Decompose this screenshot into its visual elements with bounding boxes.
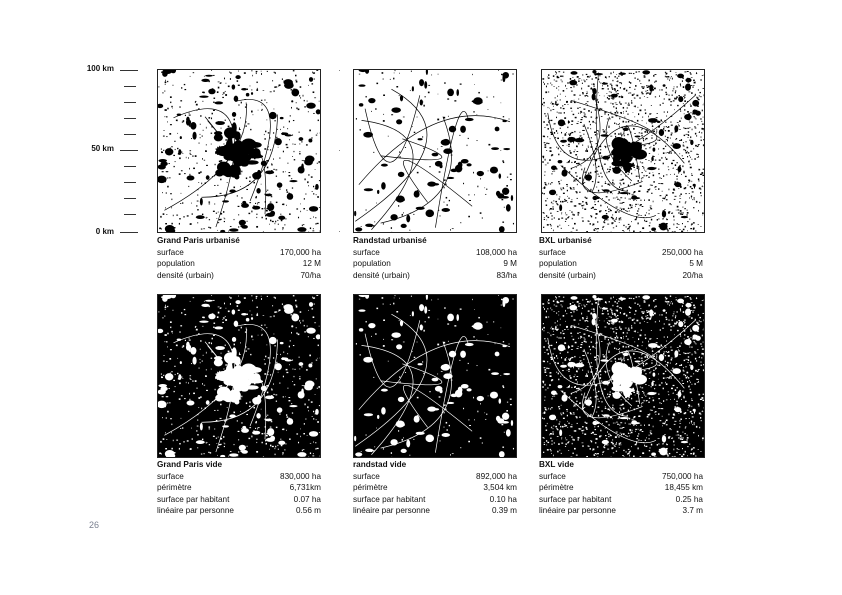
stat-value: 750,000 ha (662, 471, 703, 481)
stat-value: 3.7 m (682, 506, 703, 515)
stat-label: population (539, 259, 577, 268)
panel-title: randstad vide (353, 460, 407, 469)
stat-value: 892,000 ha (476, 471, 517, 481)
stats-grand-paris-void (157, 459, 321, 517)
map-bxl-void (541, 294, 705, 458)
stat-row (157, 482, 321, 494)
stat-value: 0.56 m (295, 506, 321, 515)
stat-row (539, 270, 703, 282)
stat-row (353, 270, 517, 282)
stat-row (157, 471, 321, 483)
stat-label: surface par habitant (539, 494, 612, 504)
map-image (542, 295, 704, 457)
stat-value: 3,504 km (483, 483, 517, 492)
map-grand-paris-void (157, 294, 321, 458)
stat-label: linéaire par personne (539, 506, 616, 515)
stats-randstad-void (353, 459, 517, 517)
stat-label: surface par habitant (353, 494, 426, 504)
panel-title: Grand Paris vide (157, 460, 223, 469)
map-image (158, 295, 320, 457)
stat-row (353, 482, 517, 494)
separator-dot (339, 150, 340, 151)
scale-label-bottom: 0 km (95, 227, 114, 236)
map-randstad-urban (353, 69, 517, 233)
stat-value: 18,455 km (664, 483, 703, 492)
stat-label: surface (539, 471, 566, 481)
stat-row (353, 471, 517, 483)
map-image (542, 70, 704, 232)
stat-row (353, 258, 517, 270)
stat-row (157, 258, 321, 270)
stat-label: population (353, 259, 391, 268)
scale-tick (124, 214, 136, 215)
stat-label: surface (539, 247, 566, 257)
stat-value: 0.39 m (491, 506, 517, 515)
stat-label: périmètre (157, 483, 192, 492)
stat-row (539, 471, 703, 483)
stat-label: linéaire par personne (353, 506, 430, 515)
stat-value: 70/ha (300, 270, 321, 280)
scale-tick (124, 198, 136, 199)
map-grand-paris-urban (157, 69, 321, 233)
stat-value: 83/ha (496, 270, 517, 280)
stats-grand-paris-urban (157, 235, 321, 281)
stat-row (157, 247, 321, 259)
stat-value: 6,731km (289, 483, 321, 492)
stat-label: densité (urbain) (539, 270, 596, 280)
stat-value: 170,000 ha (280, 247, 321, 257)
stat-label: surface (353, 471, 380, 481)
stat-row (353, 494, 517, 506)
scale-tick (124, 166, 136, 167)
scale-tick (120, 70, 138, 71)
stat-row (157, 505, 321, 517)
stat-row (157, 270, 321, 282)
scale-tick (124, 118, 136, 119)
stat-row (353, 505, 517, 517)
stat-label: surface par habitant (157, 494, 230, 504)
stats-bxl-urban (539, 235, 703, 281)
map-bxl-urban (541, 69, 705, 233)
stat-label: linéaire par personne (157, 506, 234, 515)
stat-row (539, 482, 703, 494)
scale-tick (120, 150, 138, 151)
scale-tick (124, 182, 136, 183)
stat-value: 830,000 ha (280, 471, 321, 481)
stat-row (157, 494, 321, 506)
stat-value: 108,000 ha (476, 247, 517, 257)
panel-title: Randstad urbanisé (353, 236, 427, 245)
stat-value: 5 M (689, 259, 703, 268)
stats-randstad-urban (353, 235, 517, 281)
panel-title: BXL urbanisé (539, 236, 592, 245)
scale-label-top: 100 km (86, 64, 114, 73)
stat-label: périmètre (353, 483, 388, 492)
page-number: 26 (89, 520, 100, 530)
map-image (158, 70, 320, 232)
scale-tick (120, 232, 138, 233)
stat-row (353, 247, 517, 259)
stat-value: 0.07 ha (293, 494, 321, 504)
stat-label: périmètre (539, 483, 574, 492)
stat-label: surface (353, 247, 380, 257)
stat-label: population (157, 259, 195, 268)
stat-value: 9 M (503, 259, 517, 268)
stat-label: densité (urbain) (353, 270, 410, 280)
stat-value: 250,000 ha (662, 247, 703, 257)
map-image (354, 70, 516, 232)
stats-bxl-void (539, 459, 703, 517)
scale-tick (124, 102, 136, 103)
map-randstad-void (353, 294, 517, 458)
stat-row (539, 247, 703, 259)
scale-bar (70, 60, 140, 240)
stat-value: 0.25 ha (675, 494, 703, 504)
scale-tick (124, 134, 136, 135)
stat-label: surface (157, 471, 184, 481)
panel-title: Grand Paris urbanisé (157, 236, 240, 245)
scale-tick (124, 86, 136, 87)
stat-value: 20/ha (682, 270, 703, 280)
stat-row (539, 494, 703, 506)
scale-label-mid: 50 km (91, 144, 114, 153)
map-image (354, 295, 516, 457)
panel-title: BXL vide (539, 460, 574, 469)
stat-value: 12 M (302, 259, 321, 268)
separator-dot (339, 231, 340, 232)
stat-row (539, 505, 703, 517)
stat-label: surface (157, 247, 184, 257)
stat-row (539, 258, 703, 270)
stat-value: 0.10 ha (489, 494, 517, 504)
stat-label: densité (urbain) (157, 270, 214, 280)
separator-dot (339, 70, 340, 71)
